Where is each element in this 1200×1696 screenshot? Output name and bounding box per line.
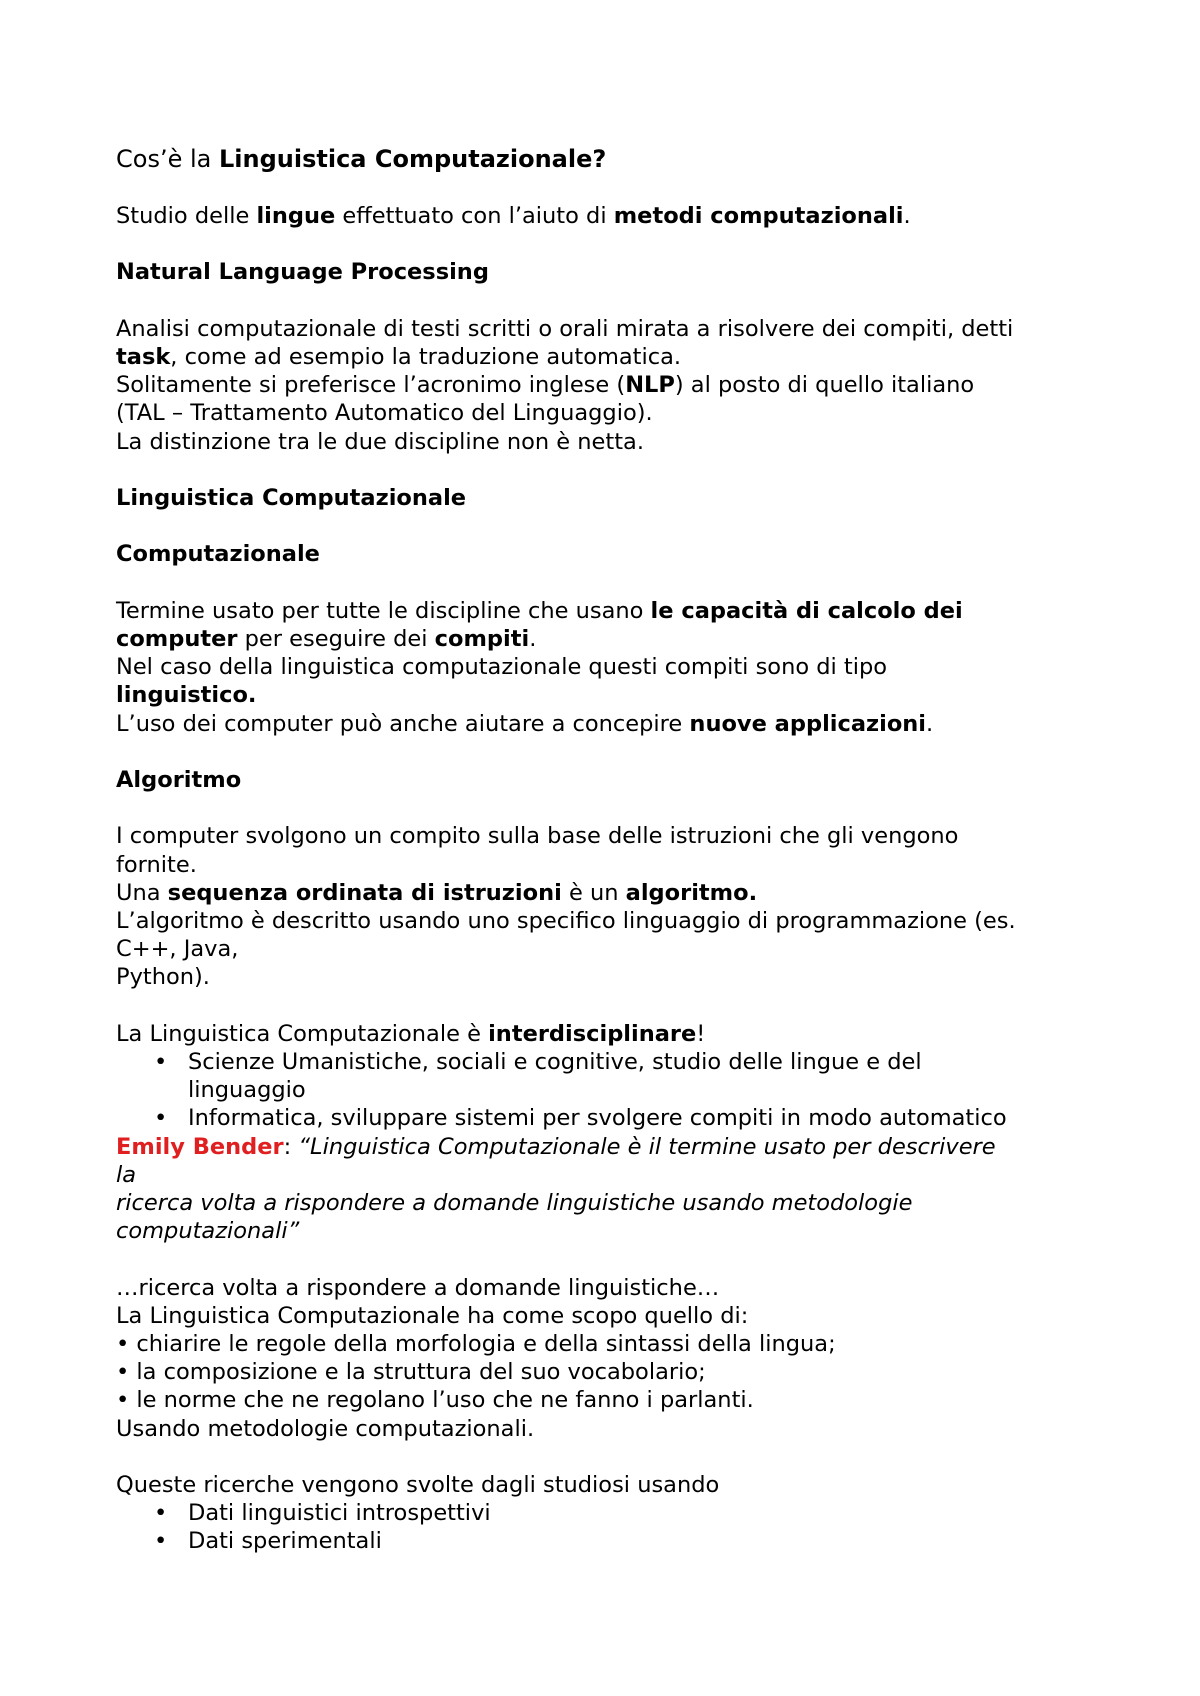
bender-quote-3: ricerca volta a rispondere a domande linguistiche usando metodologie	[116, 1189, 913, 1216]
nlp-acronym-bold: NLP	[625, 372, 675, 399]
list-item	[116, 1527, 1116, 1555]
research-bullet-2: Dati sperimentali	[188, 1528, 382, 1555]
nlp-heading: Natural Language Processing	[116, 259, 489, 286]
intro-bold-1: lingue	[256, 203, 336, 229]
title-prefix: Cos’è la	[116, 145, 219, 173]
intro-paragraph	[116, 202, 1116, 230]
research-line-1: Queste ricerche vengono svolte dagli studiosi usando	[116, 1471, 720, 1498]
scope-line-3: • chiarire le regole della morfologia e della sintassi della lingua;	[116, 1330, 836, 1357]
scope-line-5: • le norme che ne regolano l’uso che ne fanno i parlanti.	[116, 1387, 754, 1414]
bender-quote-2: la	[116, 1161, 137, 1188]
algo-line-3-bold2: algoritmo.	[625, 879, 758, 906]
inter-line-1-a: La Linguistica Computazionale è	[116, 1020, 489, 1047]
comp-line-3: Nel caso della linguistica computazionale questi compiti sono di tipo	[116, 654, 888, 681]
research-bullet-list	[116, 1499, 1116, 1555]
algo-line-3-bold: sequenza ordinata di istruzioni	[167, 879, 562, 906]
nlp-line-2-rest: , come ad esempio la traduzione automatica.	[170, 343, 682, 370]
list-item	[116, 1499, 1116, 1527]
algo-line-6: Python).	[116, 964, 210, 991]
lc-heading: Linguistica Computazionale	[116, 484, 467, 511]
algo-heading: Algoritmo	[116, 766, 242, 793]
bender-colon: :	[283, 1133, 299, 1160]
inter-bullet-1-line-2: linguaggio	[188, 1077, 306, 1104]
algo-line-2: fornite.	[116, 851, 197, 878]
comp-line-1-bold: le capacità di calcolo dei	[650, 597, 963, 624]
bullet-icon: •	[154, 1048, 168, 1075]
intro-text-2: effettuato con l’aiuto di	[335, 203, 614, 229]
algo-line-1: I computer svolgono un compito sulla base delle istruzioni che gli vengono	[116, 823, 959, 850]
bender-quote-4: computazionali”	[116, 1218, 300, 1245]
comp-line-5	[116, 710, 1116, 738]
nlp-line-3	[116, 371, 1116, 399]
intro-bold-2: metodi computazionali	[613, 203, 904, 229]
inter-bullet-list	[116, 1048, 1116, 1133]
intro-text-1: Studio delle	[116, 203, 257, 229]
bender-quote-1: “Linguistica Computazionale è il termine usato per descrivere	[298, 1133, 996, 1160]
comp-line-1-a: Termine usato per tutte le discipline che usano	[116, 597, 651, 624]
algo-line-3-a: Una	[116, 879, 168, 906]
comp-line-2-bold: computer	[116, 625, 238, 652]
inter-bullet-2: Informatica, sviluppare sistemi per svolgere compiti in modo automatico	[188, 1105, 1007, 1132]
comp-line-4-bold: linguistico.	[116, 682, 257, 709]
nlp-task-bold: task	[116, 343, 171, 370]
comp-line-4	[116, 681, 1116, 709]
inter-line-1-b: !	[696, 1020, 706, 1047]
page-title	[116, 142, 1116, 176]
bullet-icon: •	[154, 1500, 168, 1527]
nlp-line-3-a: Solitamente si preferisce l’acronimo inglese (	[116, 372, 626, 399]
comp-line-5-bold: nuove applicazioni	[689, 710, 927, 737]
nlp-line-1: Analisi computazionale di testi scritti o orali mirata a risolvere dei compiti, detti	[116, 315, 1014, 342]
algo-line-5: C++, Java,	[116, 936, 239, 963]
bender-line-1	[116, 1133, 1116, 1161]
bullet-icon: •	[154, 1105, 168, 1132]
comp-line-1	[116, 597, 1116, 625]
scope-line-2: La Linguistica Computazionale ha come scopo quello di:	[116, 1302, 749, 1329]
inter-line-1	[116, 1020, 1116, 1048]
list-item	[116, 1048, 1116, 1104]
list-item	[116, 1104, 1116, 1132]
nlp-line-4: (TAL – Trattamento Automatico del Linguaggio).	[116, 400, 653, 427]
title-bold: Linguistica Computazionale?	[218, 145, 607, 173]
nlp-line-3-b: ) al posto di quello italiano	[674, 372, 975, 399]
comp-line-5-a: L’uso dei computer può anche aiutare a concepire	[116, 710, 690, 737]
comp-line-2-bold2: compiti	[434, 625, 530, 652]
comp-heading: Computazionale	[116, 541, 320, 568]
algo-line-3-b: è un	[561, 879, 626, 906]
nlp-line-5: La distinzione tra le due discipline non è netta.	[116, 428, 644, 455]
nlp-line-2	[116, 343, 1116, 371]
algo-line-4: L’algoritmo è descritto usando uno specifico linguaggio di programmazione (es.	[116, 907, 1016, 934]
scope-line-4: • la composizione e la struttura del suo vocabolario;	[116, 1359, 706, 1386]
inter-line-1-bold: interdisciplinare	[488, 1020, 697, 1047]
bullet-icon: •	[154, 1528, 168, 1555]
research-bullet-1: Dati linguistici introspettivi	[188, 1500, 491, 1527]
comp-line-2	[116, 625, 1116, 653]
scope-line-6: Usando metodologie computazionali.	[116, 1415, 535, 1442]
comp-line-2-b: .	[529, 625, 537, 652]
inter-bullet-1-line-1: Scienze Umanistiche, sociali e cognitive, studio delle lingue e del	[188, 1048, 922, 1075]
scope-line-1: …ricerca volta a rispondere a domande linguistiche…	[116, 1274, 720, 1301]
intro-text-3: .	[903, 203, 911, 229]
document-page	[116, 142, 1116, 1556]
comp-line-5-b: .	[926, 710, 934, 737]
comp-line-2-a: per eseguire dei	[237, 625, 435, 652]
algo-line-3	[116, 879, 1116, 907]
bender-name: Emily Bender	[116, 1133, 284, 1160]
